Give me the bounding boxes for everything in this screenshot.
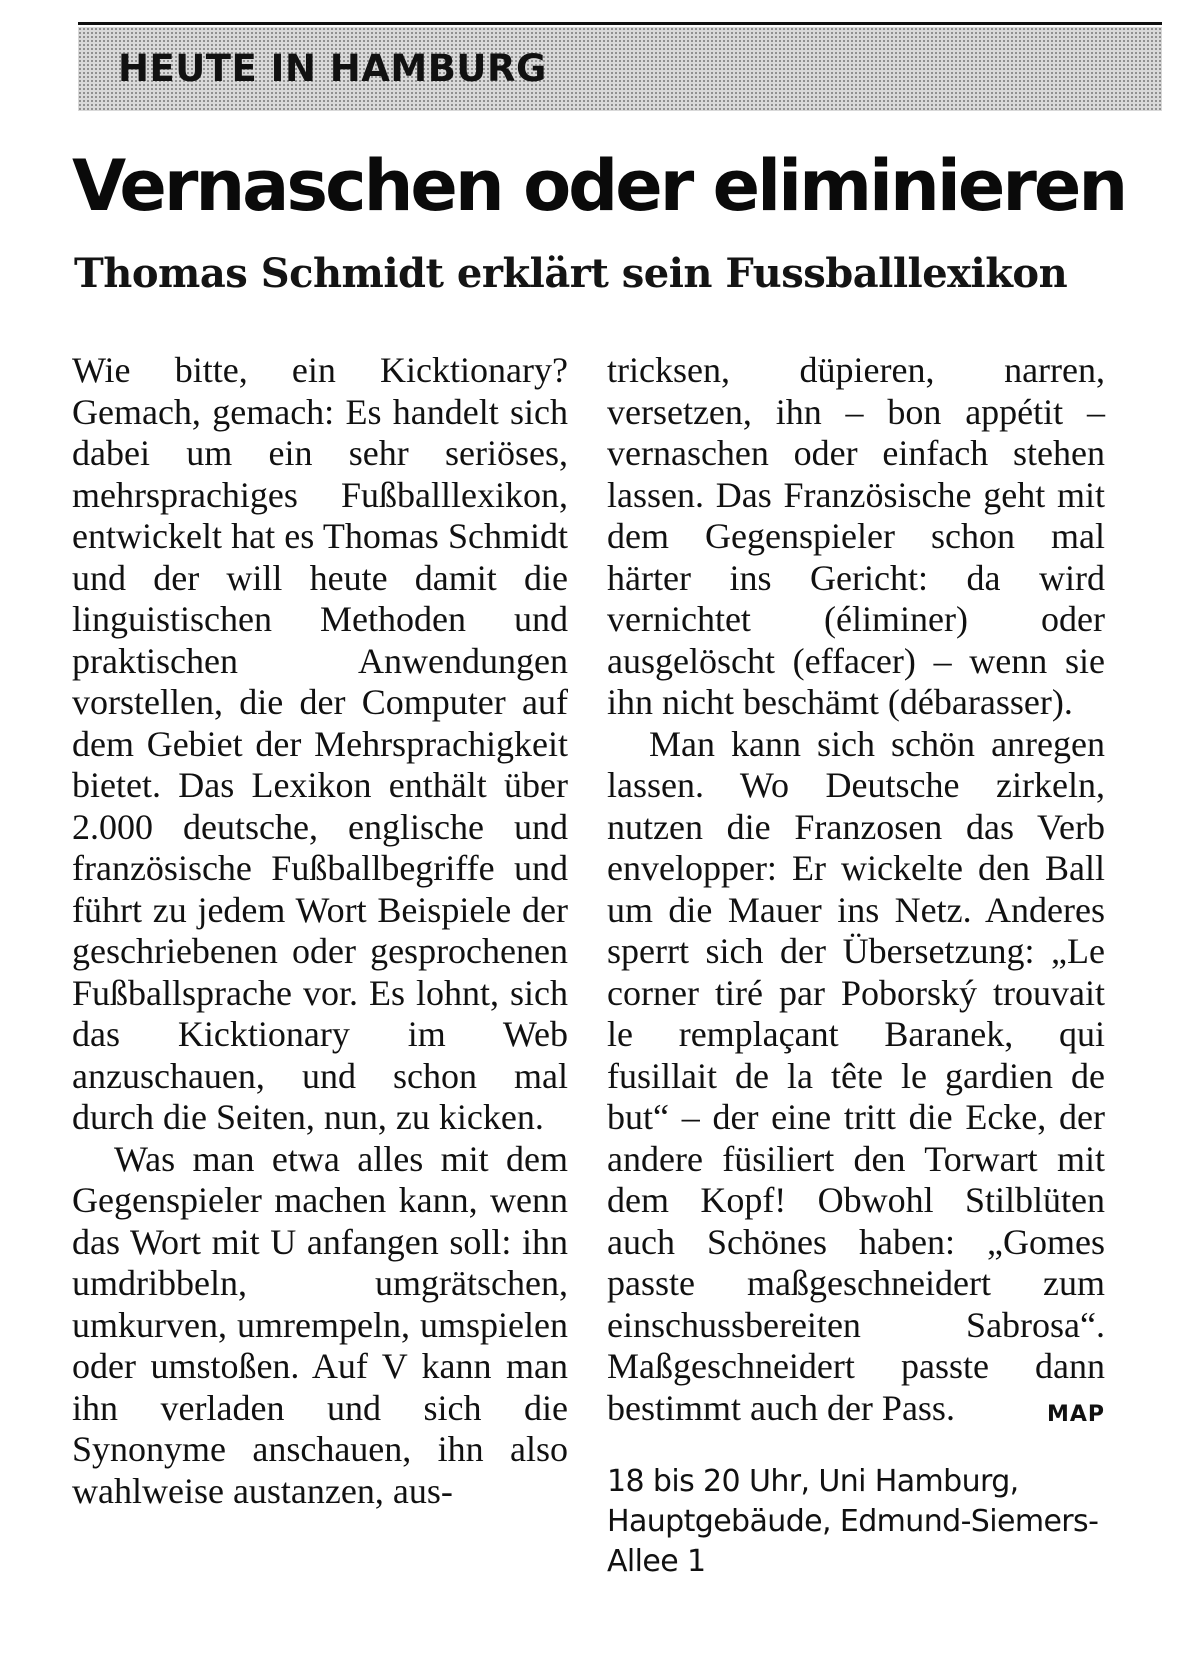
article-paragraph xyxy=(607,724,1105,1430)
section-kicker: HEUTE IN HAMBURG xyxy=(118,47,547,90)
top-rule xyxy=(78,22,1162,25)
article-paragraph: Wie bitte, ein Kicktionary? Gemach, gemach: Es handelt sich dabei um ein sehr seriöses, mehrsprachiges Fußballlexikon, entwickelt hat es Thomas Schmidt und der will heute damit die linguistischen Methoden und praktischen Anwendungen vorstellen, die der Computer auf dem Gebiet der Mehrsprachigkeit bietet. Das Lexikon enthält über 2.000 deutsche, englische und französische Fußballbegriffe und führt zu jedem Wort Beispiele der geschriebenen oder gesprochenen Fußballsprache vor. Es lohnt, sich das Kicktionary im Web anzuschauen, und schon mal durch die Seiten, nun, zu kicken. xyxy=(72,350,568,1137)
article-column-left xyxy=(72,350,568,1512)
subheadline: Thomas Schmidt erklärt sein Fussballlexikon xyxy=(74,250,1068,297)
article-paragraph-text: Man kann sich schön anregen lassen. Wo Deutsche zirkeln, nutzen die Franzosen das Verb envelopper: Er wickelte den Ball um die Mauer ins Netz. Anderes sperrt sich der Übersetzung: „Le corner tiré par Poborský trouvait le remplaçant Baranek, qui fusillait de la tête le gardien de but“ – der eine tritt die Ecke, der andere füsiliert den Torwart mit dem Kopf! Obwohl Stilblüten auch Schönes haben: „Gomes passte maßgeschneidert zum einschussbereiten Sabrosa“. Maßgeschneidert passte dann bestimmt auch der Pass. xyxy=(607,723,1105,1428)
headline: Vernaschen oder eliminieren xyxy=(72,145,1126,227)
author-signature: MAP xyxy=(1046,1401,1105,1427)
article-paragraph: tricksen, düpieren, narren, versetzen, ihn – bon appétit – vernaschen oder einfach stehen lassen. Das Französische geht mit dem Gegenspieler schon mal härter ins Gericht: da wird vernichtet (éliminer) oder ausgelöscht (effacer) – wenn sie ihn nicht beschämt (débarasser). xyxy=(607,350,1105,722)
event-info: 18 bis 20 Uhr, Uni Hamburg, Hauptgebäude, Edmund-Siemers-Allee 1 xyxy=(607,1464,1099,1579)
article-paragraph: Was man etwa alles mit dem Gegenspieler machen kann, wenn das Wort mit U anfangen soll: ihn umdribbeln, umgrätschen, umkurven, umrempeln, umspielen oder umstoßen. Auf V kann man ihn verladen und sich die Synonyme anschauen, ihn also wahlweise austanzen, aus- xyxy=(72,1138,568,1511)
article-column-right xyxy=(607,350,1105,1435)
